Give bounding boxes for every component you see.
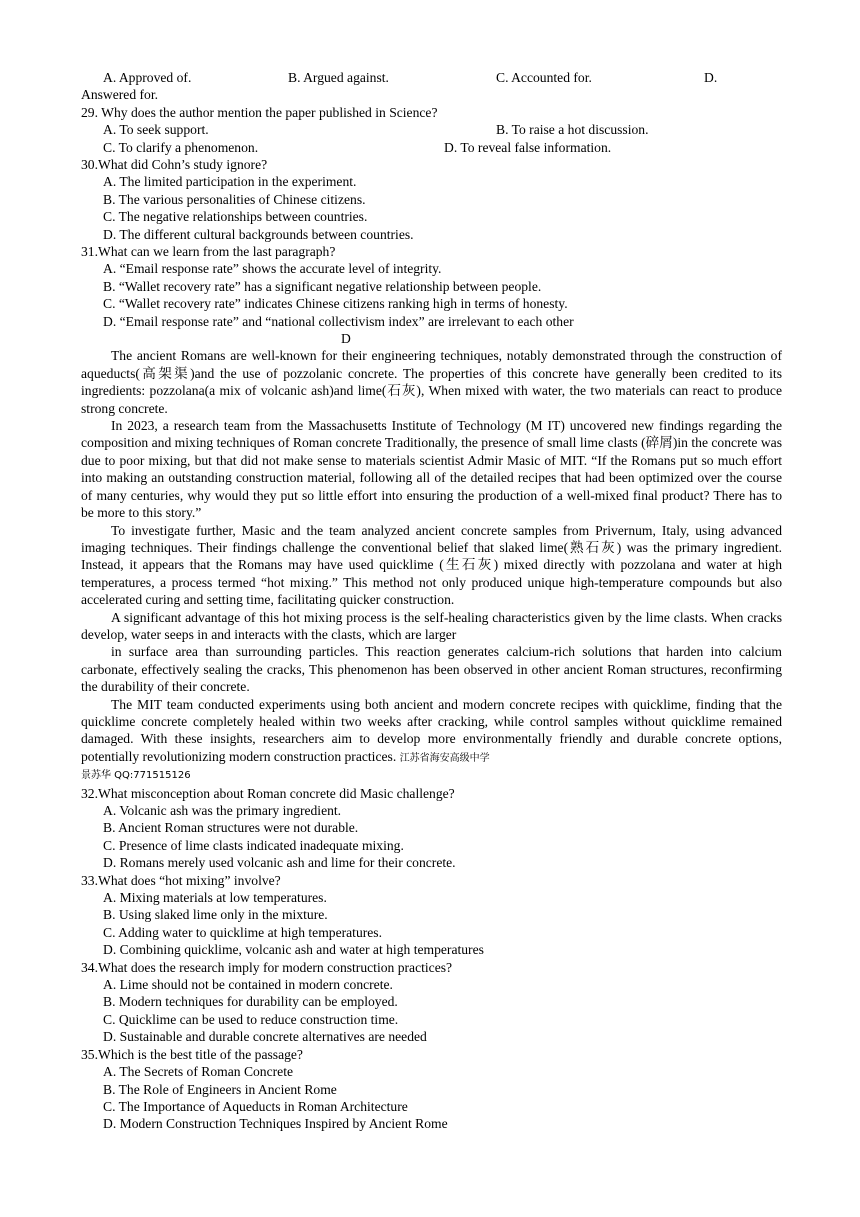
passage-paragraph-4b: in surface area than surrounding particles. This reaction generates calcium-rich solutions that harden into calcium carbonate, effectively sealing the cracks, This phenomenon has been observed in other ancient Roman structures, reconfirming the durability of their concrete.	[81, 644, 782, 695]
passage-paragraph-4a: A significant advantage of this hot mixing process is the self-healing characteristics given by the lime clasts. When cracks develop, water seeps in and interacts with the clasts, which are larger	[81, 609, 782, 642]
q34-question: 34.What does the research imply for modern construction practices?	[81, 959, 453, 975]
q33-question: 33.What does “hot mixing” involve?	[81, 872, 281, 888]
q30-question: 30.What did Cohn’s study ignore?	[81, 156, 268, 172]
passage-paragraph-5-text: The MIT team conducted experiments using both ancient and modern concrete recipes with quicklime, finding that the quicklime concrete completely healed within two weeks after cracking, while control samples without quicklime remained damaged. With these insights, researchers aim to develop more environmentally friendly and durable concrete options, potentially revolutionizing modern construction practices.	[81, 696, 782, 764]
q34-option-d: D. Sustainable and durable concrete alternatives are needed	[103, 1029, 427, 1045]
q35-question: 35.Which is the best title of the passage?	[81, 1046, 303, 1062]
q31-option-b: B. “Wallet recovery rate” has a significant negative relationship between people.	[103, 278, 542, 294]
q29-options-row2	[81, 139, 782, 156]
q32-option-b: B. Ancient Roman structures were not durable.	[103, 820, 359, 836]
q29-question: 29. Why does the author mention the paper published in Science?	[81, 104, 438, 120]
passage-paragraph-2: In 2023, a research team from the Massachusetts Institute of Technology (M IT) uncovered new findings regarding the composition and mixing techniques of Roman concrete Traditionally, the presence of small lime clasts (碎屑)in the concrete was due to poor mixing, but that did not make sense to materials scientist Admir Masic of MIT. “If the Romans put so much effort into making an outstanding construction material, following all of the detailed recipes that had been optimized over the course of many centuries, why would they put so little effort into ensuring the production of a well-mixed final product? There has to be more to this story.”	[81, 418, 782, 521]
watermark-contact: 景苏华 QQ:771515126	[81, 770, 191, 782]
q28-option-d-continued: Answered for.	[81, 87, 159, 103]
q35-option-b: B. The Role of Engineers in Ancient Rome	[103, 1081, 337, 1097]
q29-option-c: C. To clarify a phenomenon.	[103, 139, 259, 155]
q33-option-c: C. Adding water to quicklime at high temperatures.	[103, 924, 382, 940]
q29-option-d: D. To reveal false information.	[444, 139, 612, 155]
q28-option-c: C. Accounted for.	[496, 70, 592, 85]
passage-paragraph-3: To investigate further, Masic and the team analyzed ancient concrete samples from Privernum, Italy, using advanced imaging techniques. Their findings challenge the conventional belief that slaked lime(熟石灰) was the primary ingredient. Instead, it appears that the Romans may have used quicklime (生石灰) mixed directly with pozzolana and water at high temperatures, a process termed “hot mixing.” This method not only produced unique high-temperature compounds but also accelerated curing and setting time, facilitating quicker construction.	[81, 522, 782, 608]
q31-option-a: A. “Email response rate” shows the accurate level of integrity.	[103, 261, 442, 277]
q28-option-b: B. Argued against.	[288, 70, 389, 85]
q28-option-d: D.	[704, 70, 718, 85]
q33-option-d: D. Combining quicklime, volcanic ash and water at high temperatures	[103, 942, 484, 958]
passage-paragraph-1: The ancient Romans are well-known for their engineering techniques, notably demonstrated through the construction of aqueducts(高架渠)and the use of pozzolanic concrete. The properties of this concrete have generally been credited to its ingredients: pozzolana(a mix of volcanic ash)and lime(石灰), When mixed with water, the two materials can react to produce strong concrete.	[81, 348, 782, 416]
passage-paragraph-5	[81, 696, 782, 768]
q29-option-b: B. To raise a hot discussion.	[496, 122, 649, 138]
q35-option-a: A. The Secrets of Roman Concrete	[103, 1064, 294, 1080]
q33-option-b: B. Using slaked lime only in the mixture.	[103, 907, 328, 923]
page-content	[81, 69, 782, 1133]
q31-option-d: D. “Email response rate” and “national collectivism index” are irrelevant to each other	[103, 313, 574, 329]
q34-option-b: B. Modern techniques for durability can be employed.	[103, 994, 398, 1010]
q30-option-c: C. The negative relationships between countries.	[103, 209, 368, 225]
q32-option-a: A. Volcanic ash was the primary ingredient.	[103, 803, 342, 818]
section-label: D	[341, 331, 351, 347]
q32-option-d: D. Romans merely used volcanic ash and lime for their concrete.	[103, 855, 456, 871]
q34-option-c: C. Quicklime can be used to reduce construction time.	[103, 1011, 399, 1027]
q31-question: 31.What can we learn from the last paragraph?	[81, 244, 336, 260]
q29-options-row1	[81, 121, 782, 138]
q30-option-b: B. The various personalities of Chinese citizens.	[103, 191, 366, 207]
q28-options	[81, 69, 782, 86]
q30-option-a: A. The limited participation in the experiment.	[103, 174, 357, 190]
q35-option-c: C. The Importance of Aqueducts in Roman Architecture	[103, 1098, 408, 1114]
q33-option-a: A. Mixing materials at low temperatures.	[103, 890, 327, 906]
q29-option-a: A. To seek support.	[103, 122, 209, 138]
q31-option-c: C. “Wallet recovery rate” indicates Chinese citizens ranking high in terms of honesty.	[103, 296, 568, 312]
q32-option-c: C. Presence of lime clasts indicated inadequate mixing.	[103, 837, 404, 853]
q28-option-a: A. Approved of.	[103, 70, 192, 85]
q32-question: 32.What misconception about Roman concrete did Masic challenge?	[81, 785, 455, 801]
q34-option-a: A. Lime should not be contained in modern concrete.	[103, 977, 393, 993]
watermark-school: 江苏省海安高级中学	[399, 752, 490, 764]
q35-option-d: D. Modern Construction Techniques Inspired by Ancient Rome	[103, 1116, 448, 1132]
q30-option-d: D. The different cultural backgrounds between countries.	[103, 226, 414, 242]
